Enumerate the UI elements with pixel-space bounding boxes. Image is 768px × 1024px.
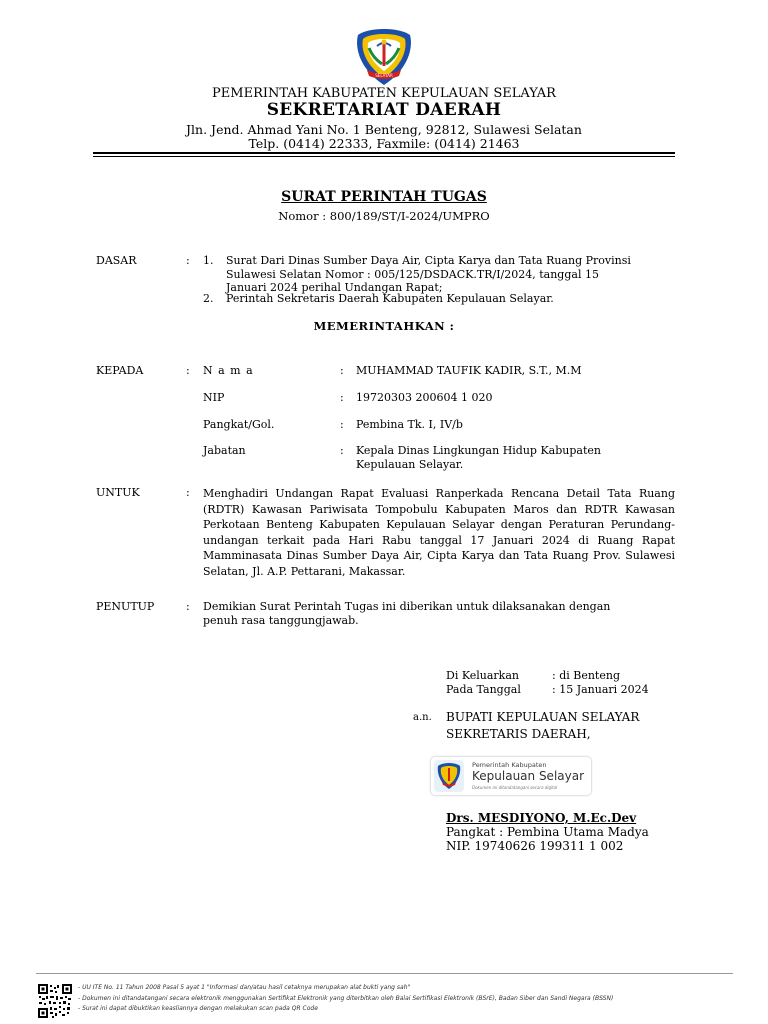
kepada-colon: : — [186, 364, 190, 377]
untuk-colon: : — [186, 486, 190, 499]
field-position-value: Kepala Dinas Lingkungan Hidup Kabupaten Kepulauan Selayar. — [356, 444, 601, 471]
dasar-colon: : — [186, 254, 190, 267]
esign-brand: Kepulauan Selayar — [472, 769, 585, 783]
qr-code-icon — [38, 984, 72, 1018]
office-phone: Telp. (0414) 22333, Faxmile: (0414) 21463 — [248, 136, 520, 151]
field-rank-value: Pembina Tk. I, IV/b — [356, 418, 463, 431]
field-rank-colon: : — [340, 418, 344, 431]
signatory-title: BUPATI KEPULAUAN SELAYAR SEKRETARIS DAERAH, — [446, 710, 640, 741]
signatory-rank: Pangkat : Pembina Utama Madya — [446, 825, 649, 839]
field-nip-colon: : — [340, 391, 344, 404]
office-name: SEKRETARIAT DAERAH — [266, 100, 502, 120]
field-nip-value: 19720303 200604 1 020 — [356, 391, 493, 404]
regency-logo — [349, 26, 419, 88]
electronic-signature-badge — [431, 757, 591, 795]
header-rule-thin — [93, 156, 675, 157]
penutup-colon: : — [186, 600, 190, 613]
dasar-item-1-number: 1. — [203, 254, 214, 267]
esign-caption: Pemerintah Kabupaten — [472, 761, 547, 769]
issued-place-label: Di Keluarkan — [446, 669, 519, 682]
dasar-item-2-number: 2. — [203, 292, 214, 305]
government-name: PEMERINTAH KABUPATEN KEPULAUAN SELAYAR — [212, 86, 556, 101]
issued-place-value: : di Benteng — [552, 669, 620, 682]
svg-text:SELAYAR: SELAYAR — [375, 73, 393, 78]
field-nip-label: NIP — [203, 391, 225, 404]
footer-note-1: - UU ITE No. 11 Tahun 2008 Pasal 5 ayat 1 "Informasi dan/atau hasil cetaknya merupakan alat bukti yang sah" — [78, 984, 411, 991]
letter-title: SURAT PERINTAH TUGAS — [281, 189, 487, 205]
signatory-name: Drs. MESDIYONO, M.Ec.Dev — [446, 811, 637, 825]
esign-logo-icon — [434, 760, 464, 792]
field-name-colon: : — [340, 364, 344, 377]
dasar-item-2: Perintah Sekretaris Daerah Kabupaten Kepulauan Selayar. — [226, 292, 554, 305]
office-address: Jln. Jend. Ahmad Yani No. 1 Benteng, 92812, Sulawesi Selatan — [186, 122, 582, 137]
header-rule-thick — [93, 152, 675, 154]
field-position-colon: : — [340, 444, 344, 457]
field-name-value: MUHAMMAD TAUFIK KADIR, S.T., M.M — [356, 364, 582, 377]
field-position-label: Jabatan — [203, 444, 246, 457]
field-name-label: N a m a — [203, 364, 254, 377]
letter-number: Nomor : 800/189/ST/I-2024/UMPRO — [278, 209, 490, 223]
signatory-nip: NIP. 19740626 199311 1 002 — [446, 839, 624, 853]
footer-rule — [36, 973, 733, 974]
footer-note-2: - Dokumen ini ditandatangani secara elektronik menggunakan Sertifikat Elektronik yang diterbitkan oleh Balai Sertifikasi Elektronik (BSrE), Badan Siber dan Sandi Negara (BSSN) — [78, 995, 614, 1002]
an-prefix: a.n. — [413, 712, 432, 723]
issued-date-label: Pada Tanggal — [446, 683, 521, 696]
penutup-label: PENUTUP — [96, 600, 155, 613]
untuk-label: UNTUK — [96, 486, 140, 499]
esign-note: Dokumen ini ditandatangani secara digital — [472, 785, 558, 790]
dasar-label: DASAR — [96, 254, 137, 267]
memerintahkan-heading: MEMERINTAHKAN : — [313, 319, 455, 333]
footer-note-3: - Surat ini dapat dibuktikan keasliannya dengan melakukan scan pada QR Code — [78, 1005, 318, 1012]
issued-date-value: : 15 Januari 2024 — [552, 683, 649, 696]
field-rank-label: Pangkat/Gol. — [203, 418, 275, 431]
dasar-item-1: Surat Dari Dinas Sumber Daya Air, Cipta Karya dan Tata Ruang Provinsi Sulawesi Selatan Nomor : 005/125/DSDACK.TR/I/2024, tanggal 15 Januari 2024 perihal Undangan Rapat; — [226, 254, 631, 294]
penutup-text: Demikian Surat Perintah Tugas ini diberikan untuk dilaksanakan dengan penuh rasa tanggungjawab. — [203, 600, 611, 627]
untuk-text: Menghadiri Undangan Rapat Evaluasi Ranperkada Rencana Detail Tata Ruang (RDTR) Kawasan Pariwisata Tompobulu Kabupaten Maros dan RDTR Kawasan Perkotaan Benteng Kabupaten Kepulauan Selayar dengan Peraturan Perundang-undangan terkait pada Hari Rabu tanggal 17 Januari 2024 di Ruang Rapat Mamminasata Dinas Sumber Daya Air, Cipta Karya dan Tata Ruang Prov. Sulawesi Selatan, Jl. A.P. Pettarani, Makassar. — [203, 487, 675, 578]
kepada-label: KEPADA — [96, 364, 144, 377]
